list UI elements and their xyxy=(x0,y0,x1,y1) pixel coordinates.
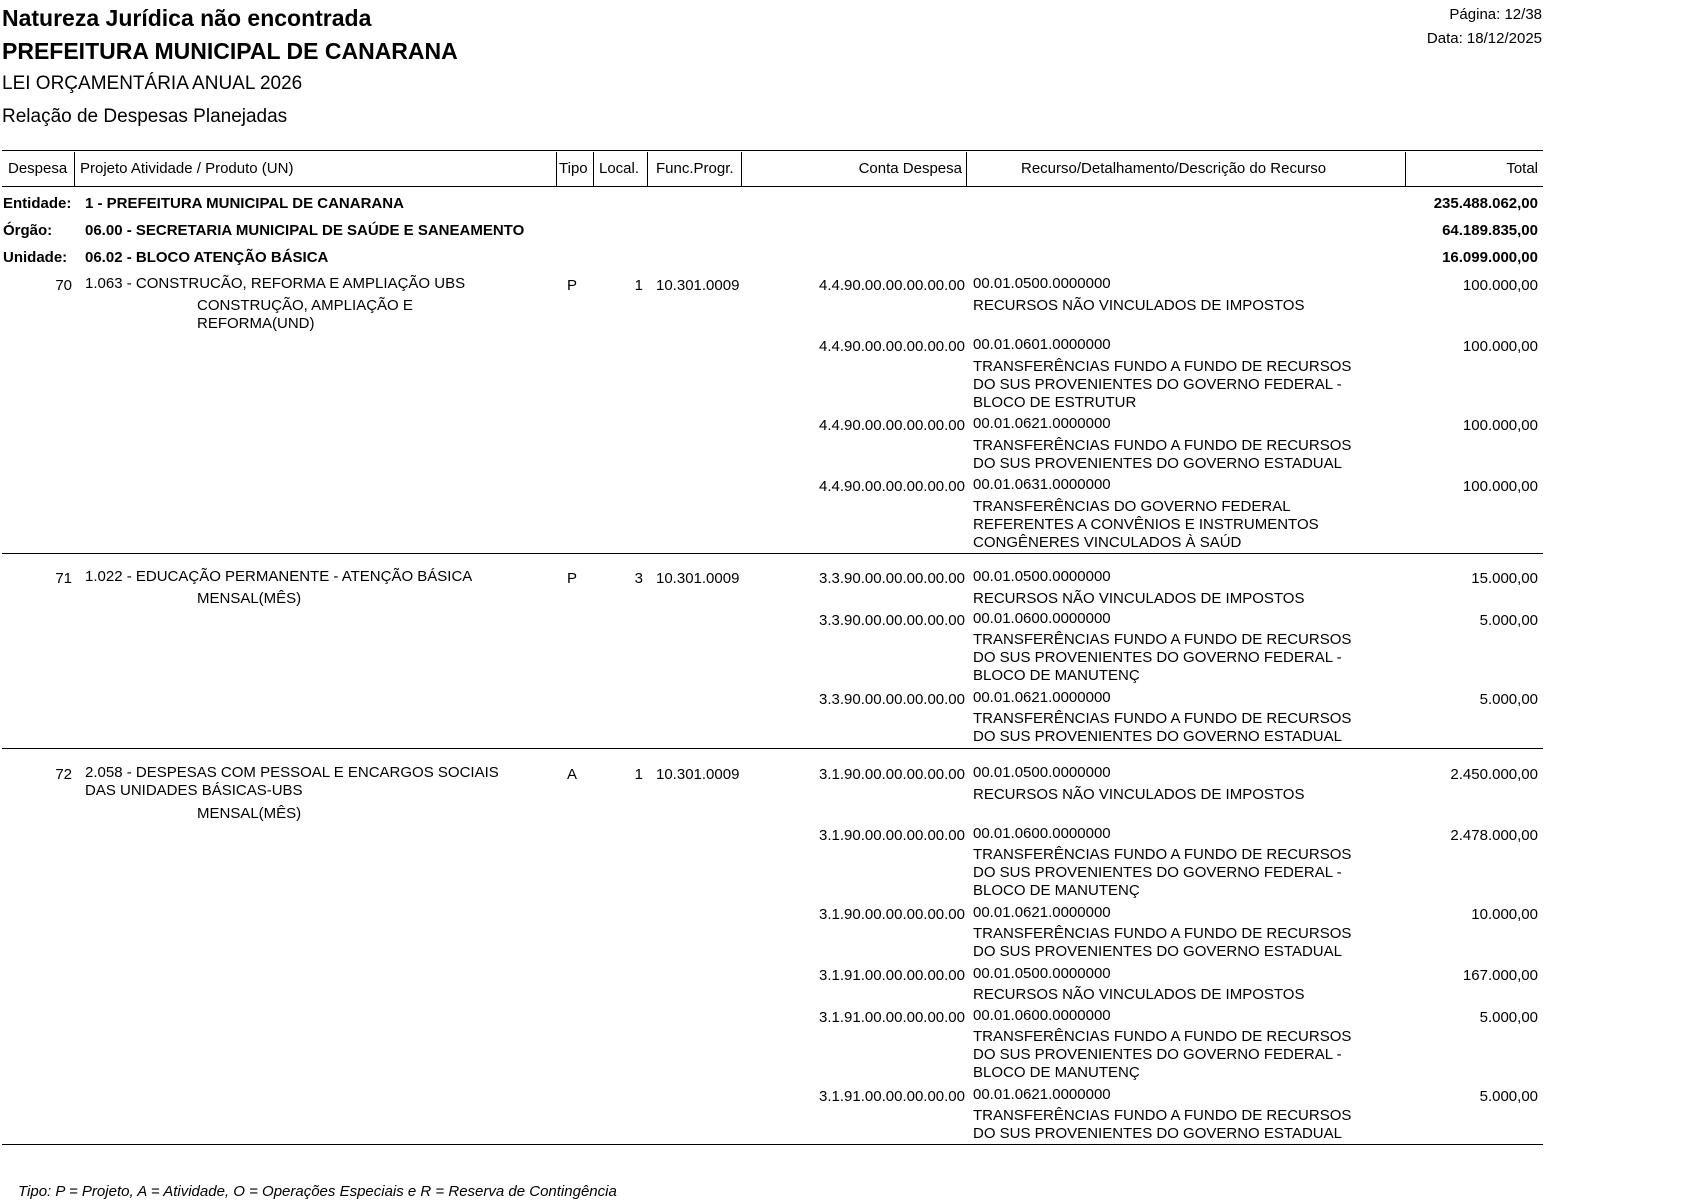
func-value: 10.301.0009 xyxy=(656,570,740,587)
col-divider xyxy=(1405,152,1406,186)
conta-value: 3.1.91.00.00.00.00.00 xyxy=(819,1088,965,1105)
table-bottom-rule xyxy=(2,1144,1543,1145)
col-divider xyxy=(593,152,594,186)
recurso-code: 00.01.0601.0000000 xyxy=(973,336,1111,353)
orgao-name: 06.00 - SECRETARIA MUNICIPAL DE SAÚDE E SANEAMENTO xyxy=(85,222,525,239)
item-total: 2.450.000,00 xyxy=(1450,766,1538,783)
product-name: MENSAL(MÊS) xyxy=(197,590,302,607)
col-divider xyxy=(74,152,75,186)
recurso-code: 00.01.0621.0000000 xyxy=(973,1086,1111,1103)
recurso-description: RECURSOS NÃO VINCULADOS DE IMPOSTOS xyxy=(973,986,1305,1003)
group-separator xyxy=(2,553,1543,554)
recurso-description: TRANSFERÊNCIAS FUNDO A FUNDO DE RECURSOS DO SUS PROVENIENTES DO GOVERNO FEDERAL - BLOCO DE MANUTENÇ xyxy=(973,846,1352,899)
conta-value: 3.1.90.00.00.00.00.00 xyxy=(819,906,965,923)
nature-note: Natureza Jurídica não encontrada xyxy=(2,5,372,31)
recurso-code: 00.01.0600.0000000 xyxy=(973,610,1111,627)
recurso-code: 00.01.0600.0000000 xyxy=(973,1007,1111,1024)
recurso-description: RECURSOS NÃO VINCULADOS DE IMPOSTOS xyxy=(973,297,1305,314)
recurso-code: 00.01.0500.0000000 xyxy=(973,764,1111,781)
col-tipo: Tipo xyxy=(559,160,588,177)
recurso-description: TRANSFERÊNCIAS FUNDO A FUNDO DE RECURSOS DO SUS PROVENIENTES DO GOVERNO ESTADUAL xyxy=(973,925,1352,960)
project-name: 1.022 - EDUCAÇÃO PERMANENTE - ATENÇÃO BÁSICA xyxy=(85,568,473,585)
local-value: 3 xyxy=(634,570,643,587)
col-projeto: Projeto Atividade / Produto (UN) xyxy=(80,160,294,177)
recurso-description: TRANSFERÊNCIAS FUNDO A FUNDO DE RECURSOS DO SUS PROVENIENTES DO GOVERNO ESTADUAL xyxy=(973,437,1352,472)
item-total: 100.000,00 xyxy=(1462,277,1538,294)
item-total: 167.000,00 xyxy=(1462,967,1538,984)
conta-value: 3.1.91.00.00.00.00.00 xyxy=(819,967,965,984)
recurso-code: 00.01.0631.0000000 xyxy=(973,476,1111,493)
conta-value: 3.1.90.00.00.00.00.00 xyxy=(819,827,965,844)
project-name: 2.058 - DESPESAS COM PESSOAL E ENCARGOS SOCIAIS DAS UNIDADES BÁSICAS-UBS xyxy=(85,764,499,799)
entidade-total: 235.488.062,00 xyxy=(1433,195,1538,212)
func-value: 10.301.0009 xyxy=(656,766,740,783)
page-number: Página: 12/38 xyxy=(1449,6,1542,23)
col-despesa: Despesa xyxy=(8,160,68,177)
despesa-number: 71 xyxy=(55,570,72,587)
municipality-title: PREFEITURA MUNICIPAL DE CANARANA xyxy=(2,38,458,64)
conta-value: 3.3.90.00.00.00.00.00 xyxy=(819,691,965,708)
local-value: 1 xyxy=(634,766,643,783)
item-total: 5.000,00 xyxy=(1479,1088,1538,1105)
col-func: Func.Progr. xyxy=(656,160,734,177)
item-total: 15.000,00 xyxy=(1471,570,1538,587)
recurso-code: 00.01.0621.0000000 xyxy=(973,689,1111,706)
recurso-description: RECURSOS NÃO VINCULADOS DE IMPOSTOS xyxy=(973,786,1305,803)
local-value: 1 xyxy=(634,277,643,294)
col-local: Local. xyxy=(599,160,640,177)
func-value: 10.301.0009 xyxy=(656,277,740,294)
conta-value: 3.3.90.00.00.00.00.00 xyxy=(819,570,965,587)
group-separator xyxy=(2,748,1543,749)
entidade-name: 1 - PREFEITURA MUNICIPAL DE CANARANA xyxy=(85,195,404,212)
orgao-total: 64.189.835,00 xyxy=(1442,222,1538,239)
recurso-description: TRANSFERÊNCIAS DO GOVERNO FEDERAL REFERENTES A CONVÊNIOS E INSTRUMENTOS CONGÊNERES VINCULADOS À SAÚD xyxy=(973,498,1319,551)
despesa-number: 70 xyxy=(55,277,72,294)
tipo-value: A xyxy=(567,766,578,783)
product-name: CONSTRUÇÃO, AMPLIAÇÃO E REFORMA(UND) xyxy=(197,297,413,332)
conta-value: 3.1.91.00.00.00.00.00 xyxy=(819,1009,965,1026)
header-bottom-rule xyxy=(2,186,1543,187)
recurso-description: TRANSFERÊNCIAS FUNDO A FUNDO DE RECURSOS DO SUS PROVENIENTES DO GOVERNO ESTADUAL xyxy=(973,1107,1352,1142)
tipo-value: P xyxy=(567,570,578,587)
unidade-label: Unidade: xyxy=(3,249,68,266)
col-divider xyxy=(647,152,648,186)
report-title: Relação de Despesas Planejadas xyxy=(2,106,288,127)
unidade-name: 06.02 - BLOCO ATENÇÃO BÁSICA xyxy=(85,249,329,266)
type-legend: Tipo: P = Projeto, A = Atividade, O = Operações Especiais e R = Reserva de Contingência xyxy=(18,1183,617,1200)
recurso-description: RECURSOS NÃO VINCULADOS DE IMPOSTOS xyxy=(973,590,1305,607)
item-total: 100.000,00 xyxy=(1462,417,1538,434)
item-total: 2.478.000,00 xyxy=(1450,827,1538,844)
col-recurso: Recurso/Detalhamento/Descrição do Recurso xyxy=(1021,160,1327,177)
col-divider xyxy=(741,152,742,186)
tipo-value: P xyxy=(567,277,578,294)
entidade-label: Entidade: xyxy=(3,195,72,212)
recurso-description: TRANSFERÊNCIAS FUNDO A FUNDO DE RECURSOS DO SUS PROVENIENTES DO GOVERNO FEDERAL - BLOCO DE MANUTENÇ xyxy=(973,1028,1352,1081)
item-total: 5.000,00 xyxy=(1479,612,1538,629)
col-conta: Conta Despesa xyxy=(858,160,962,177)
recurso-code: 00.01.0621.0000000 xyxy=(973,904,1111,921)
item-total: 10.000,00 xyxy=(1471,906,1538,923)
product-name: MENSAL(MÊS) xyxy=(197,805,302,822)
col-divider xyxy=(966,152,967,186)
conta-value: 4.4.90.00.00.00.00.00 xyxy=(819,478,965,495)
header-top-rule xyxy=(2,150,1543,151)
item-total: 100.000,00 xyxy=(1462,338,1538,355)
item-total: 100.000,00 xyxy=(1462,478,1538,495)
conta-value: 4.4.90.00.00.00.00.00 xyxy=(819,277,965,294)
law-title: LEI ORÇAMENTÁRIA ANUAL 2026 xyxy=(2,73,303,94)
item-total: 5.000,00 xyxy=(1479,691,1538,708)
orgao-label: Órgão: xyxy=(3,222,53,239)
project-name: 1.063 - CONSTRUCÃO, REFORMA E AMPLIAÇÃO UBS xyxy=(85,275,466,292)
recurso-description: TRANSFERÊNCIAS FUNDO A FUNDO DE RECURSOS DO SUS PROVENIENTES DO GOVERNO ESTADUAL xyxy=(973,710,1352,745)
conta-value: 4.4.90.00.00.00.00.00 xyxy=(819,338,965,355)
recurso-description: TRANSFERÊNCIAS FUNDO A FUNDO DE RECURSOS DO SUS PROVENIENTES DO GOVERNO FEDERAL - BLOCO DE ESTRUTUR xyxy=(973,358,1352,411)
despesa-number: 72 xyxy=(55,766,72,783)
conta-value: 4.4.90.00.00.00.00.00 xyxy=(819,417,965,434)
unidade-total: 16.099.000,00 xyxy=(1442,249,1538,266)
item-total: 5.000,00 xyxy=(1479,1009,1538,1026)
conta-value: 3.3.90.00.00.00.00.00 xyxy=(819,612,965,629)
recurso-code: 00.01.0500.0000000 xyxy=(973,568,1111,585)
recurso-code: 00.01.0600.0000000 xyxy=(973,825,1111,842)
report-date: Data: 18/12/2025 xyxy=(1426,30,1542,47)
col-total: Total xyxy=(1506,160,1538,177)
recurso-code: 00.01.0621.0000000 xyxy=(973,415,1111,432)
recurso-code: 00.01.0500.0000000 xyxy=(973,965,1111,982)
recurso-code: 00.01.0500.0000000 xyxy=(973,275,1111,292)
conta-value: 3.1.90.00.00.00.00.00 xyxy=(819,766,965,783)
col-divider xyxy=(556,152,557,186)
recurso-description: TRANSFERÊNCIAS FUNDO A FUNDO DE RECURSOS DO SUS PROVENIENTES DO GOVERNO FEDERAL - BLOCO DE MANUTENÇ xyxy=(973,631,1352,684)
